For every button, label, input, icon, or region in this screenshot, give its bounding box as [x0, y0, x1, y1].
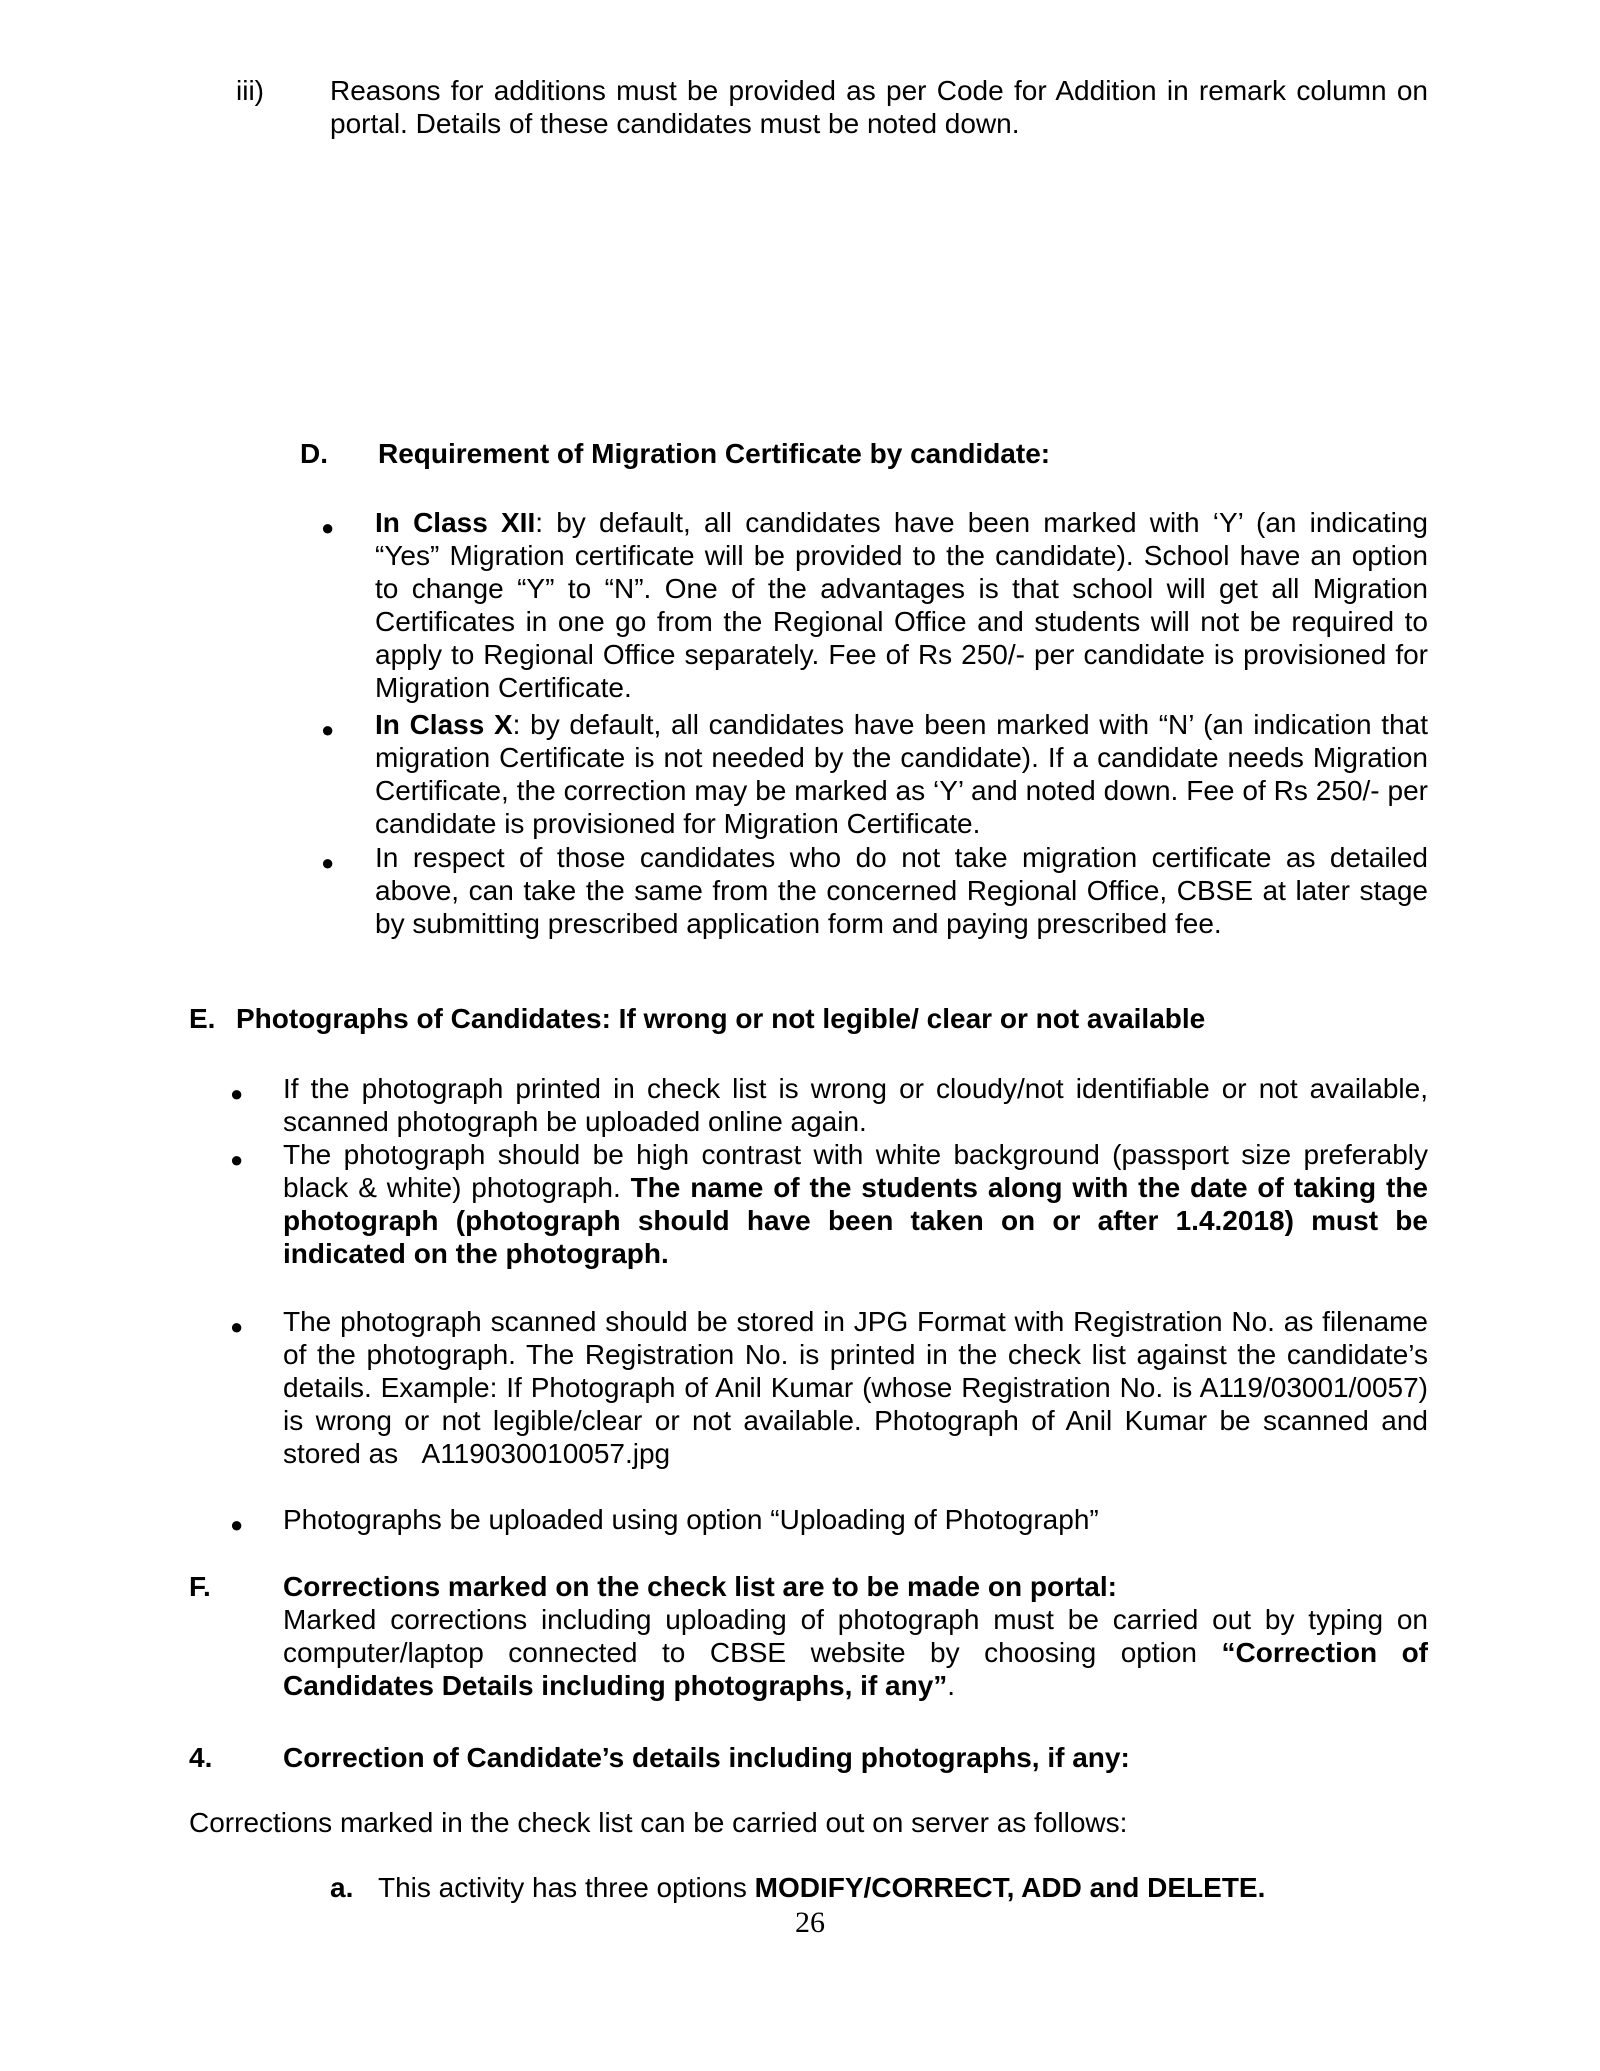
section-e-bullet-wrong-photo: If the photograph printed in check list is wrong or cloudy/not identifiable or not available, scanned photograph be uploaded online again.	[283, 1073, 1428, 1137]
example-filename: A119030010057.jpg	[421, 1438, 671, 1469]
bullet-dot: ●	[230, 1314, 244, 1339]
bullet-dot: ●	[230, 1512, 244, 1537]
section-4-item-a-text: This activity has three options MODIFY/CORRECT, ADD and DELETE.	[378, 1872, 1266, 1903]
section-d-bullet-class-xii: In Class XII: by default, all candidates have been marked with ‘Y’ (an indicating “Yes” Migration certificate will be provided to the candidate). School have an option to change “Y” to “N”. One of the advantages is that school will get all Migration Certificates in one go from the Regional Office and students will not be required to apply to Regional Office separately. Fee of Rs 250/- per candidate is provisioned for Migration Certificate.	[375, 507, 1428, 703]
section-4-heading: Correction of Candidate’s details including photographs, if any:	[283, 1742, 1130, 1773]
page-number: 26	[795, 1906, 825, 1939]
section-d-bullet-other: In respect of those candidates who do not take migration certificate as detailed above, can take the same from the concerned Regional Office, CBSE at later stage by submitting prescribed application form and paying prescribed fee.	[375, 842, 1428, 939]
section-f-text: Marked corrections including uploading of photograph must be carried out by typing on computer/laptop connected to CBSE website by choosing option “Correction of Candidates Details including photographs, if any”.	[283, 1604, 1429, 1701]
section-e-heading: Photographs of Candidates: If wrong or not legible/ clear or not available	[236, 1003, 1206, 1034]
item-iii-label: iii)	[236, 75, 264, 106]
section-d-bullet-class-x: In Class X: by default, all candidates have been marked with “N’ (an indication that migration Certificate is not needed by the candidate). If a candidate needs Migration Certificate, the correction may be marked as ‘Y’ and noted down. Fee of Rs 250/- per candidate is provisioned for Migration Certificate.	[375, 709, 1428, 839]
section-4-intro: Corrections marked in the check list can be carried out on server as follows:	[189, 1807, 1128, 1838]
section-d-label: D.	[300, 438, 328, 469]
section-d-heading: Requirement of Migration Certificate by candidate:	[378, 438, 1051, 469]
section-e-bullet-jpg-format: The photograph scanned should be stored in JPG Format with Registration No. as filename of the photograph. The Registration No. is printed in the check list against the candidate’s details. Example: If Photograph of Anil Kumar (whose Registration No. is A119/03001/0057) is wrong or not legible/clear or not available. Photograph of Anil Kumar be scanned and stored as A119030010057.jpg	[283, 1306, 1428, 1469]
bullet-dot: ●	[321, 515, 335, 540]
bullet-dot: ●	[230, 1081, 244, 1106]
section-f-label: F.	[189, 1571, 211, 1602]
section-4-label: 4.	[189, 1742, 213, 1773]
section-e-bullet-contrast: The photograph should be high contrast with white background (passport size preferably black & white) photograph. The name of the students along with the date of taking the photograph (photograph should have been taken on or after 1.4.2018) must be indicated on the photograph.	[283, 1139, 1429, 1269]
section-e-bullet-upload-option: Photographs be uploaded using option “Uploading of Photograph”	[283, 1504, 1099, 1535]
section-4-item-a-label: a.	[330, 1872, 354, 1903]
section-f-heading: Corrections marked on the check list are to be made on portal:	[283, 1571, 1117, 1602]
item-iii-line1: Reasons for additions must be provided as per Code for Addition in remark column on	[330, 75, 1428, 106]
bullet-dot: ●	[230, 1147, 244, 1172]
section-e-label: E.	[189, 1003, 216, 1034]
bullet-dot: ●	[321, 717, 335, 742]
item-iii-line2: portal. Details of these candidates must be noted down.	[330, 108, 1020, 139]
bullet-dot: ●	[321, 850, 335, 875]
